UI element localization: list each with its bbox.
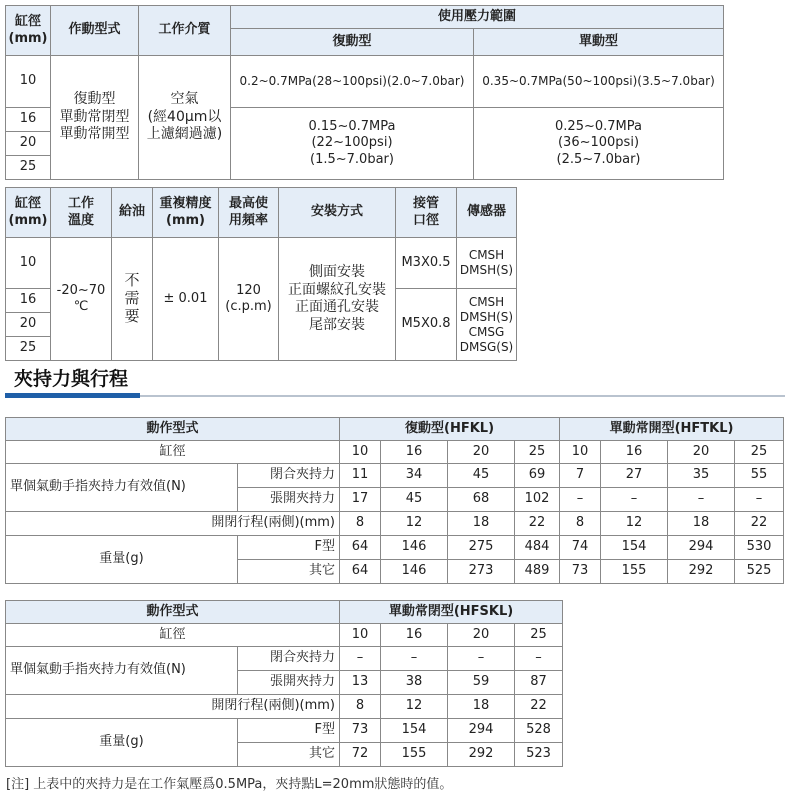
- port-size-header: 接管 口徑: [396, 188, 457, 238]
- value-cell: 8: [560, 512, 601, 536]
- value-cell: 523: [515, 743, 563, 767]
- value-cell: 102: [515, 488, 560, 512]
- force-table-hfskl: [5, 600, 563, 767]
- stroke-label: 開閉行程(兩側)(mm): [6, 695, 340, 719]
- value-cell: –: [340, 647, 381, 671]
- group-header-hfskl: 單動常閉型(HFSKL): [340, 601, 563, 624]
- action-type-header: 作動型式: [51, 6, 139, 56]
- value-cell: 294: [448, 719, 515, 743]
- value-cell: 155: [601, 560, 668, 584]
- value-cell: 64: [340, 560, 381, 584]
- mounting-value: 側面安裝 正面螺紋孔安裝 正面通孔安裝 尾部安裝: [279, 238, 396, 361]
- force-table-hfkl-hftkl: [5, 417, 784, 584]
- bore-cell: 20: [668, 441, 735, 464]
- value-cell: 27: [601, 464, 668, 488]
- bore-cell: 25: [6, 337, 51, 361]
- value-cell: –: [601, 488, 668, 512]
- pressure-10-single: 0.35~0.7MPa(50~100psi)(3.5~7.0bar): [474, 56, 724, 108]
- pressure-range-header: 使用壓力範圍: [231, 6, 724, 29]
- value-cell: –: [560, 488, 601, 512]
- value-cell: –: [735, 488, 784, 512]
- value-cell: 55: [735, 464, 784, 488]
- value-cell: 45: [448, 464, 515, 488]
- section-rule-accent: [5, 393, 140, 398]
- pressure-other-double: 0.15~0.7MPa (22~100psi) (1.5~7.0bar): [231, 108, 474, 180]
- bore-cell: 10: [560, 441, 601, 464]
- spec-table-general: [5, 187, 517, 361]
- value-cell: 35: [668, 464, 735, 488]
- bore-cell: 20: [6, 132, 51, 156]
- other-type-label: 其它: [238, 743, 340, 767]
- bore-cell: 20: [448, 441, 515, 464]
- value-cell: 155: [381, 743, 448, 767]
- bore-cell: 16: [381, 441, 448, 464]
- bore-cell: 10: [6, 238, 51, 289]
- lubrication-header: 給油: [112, 188, 153, 238]
- max-frequency-value: 120 (c.p.m): [219, 238, 279, 361]
- value-cell: 13: [340, 671, 381, 695]
- weight-label: 重量(g): [6, 536, 238, 584]
- pressure-10-double: 0.2~0.7MPa(28~100psi)(2.0~7.0bar): [231, 56, 474, 108]
- bore-row: [6, 624, 563, 647]
- bore-cell: 10: [340, 441, 381, 464]
- group-header-hftkl: 單動常開型(HFTKL): [560, 418, 784, 441]
- max-frequency-header: 最高使 用頻率: [219, 188, 279, 238]
- value-cell: 17: [340, 488, 381, 512]
- value-cell: 45: [381, 488, 448, 512]
- value-cell: 12: [381, 695, 448, 719]
- value-cell: 64: [340, 536, 381, 560]
- section-rule: [140, 395, 785, 397]
- bore-cell: 16: [6, 289, 51, 313]
- value-cell: 18: [668, 512, 735, 536]
- value-cell: 528: [515, 719, 563, 743]
- value-cell: 12: [601, 512, 668, 536]
- stroke-row: [6, 695, 563, 719]
- stroke-row: [6, 512, 784, 536]
- mounting-header: 安裝方式: [279, 188, 396, 238]
- value-cell: 146: [381, 536, 448, 560]
- port-size-other: M5X0.8: [396, 289, 457, 361]
- value-cell: 11: [340, 464, 381, 488]
- value-cell: 8: [340, 512, 381, 536]
- value-cell: 38: [381, 671, 448, 695]
- single-acting-header: 單動型: [474, 29, 724, 56]
- f-type-label: F型: [238, 536, 340, 560]
- f-type-label: F型: [238, 719, 340, 743]
- action-type-header: 動作型式: [6, 418, 340, 441]
- close-force-label: 閉合夾持力: [238, 647, 340, 671]
- sensor-header: 傳感器: [457, 188, 517, 238]
- value-cell: 273: [448, 560, 515, 584]
- lubrication-value: 不需要: [112, 238, 153, 361]
- value-cell: 275: [448, 536, 515, 560]
- value-cell: 34: [381, 464, 448, 488]
- value-cell: 87: [515, 671, 563, 695]
- value-cell: 146: [381, 560, 448, 584]
- value-cell: 489: [515, 560, 560, 584]
- repeatability-header: 重複精度 (mm): [153, 188, 219, 238]
- value-cell: 8: [340, 695, 381, 719]
- value-cell: 68: [448, 488, 515, 512]
- weight-f-row: [6, 536, 784, 560]
- section-title: 夾持力與行程: [14, 368, 129, 390]
- repeatability-value: ± 0.01: [153, 238, 219, 361]
- value-cell: 18: [448, 695, 515, 719]
- bore-header: 缸徑 (mm): [6, 6, 51, 56]
- open-force-label: 張開夾持力: [238, 671, 340, 695]
- bore-cell: 20: [448, 624, 515, 647]
- close-force-row: [6, 464, 784, 488]
- bore-header: 缸徑 (mm): [6, 188, 51, 238]
- bore-cell: 25: [515, 441, 560, 464]
- value-cell: 530: [735, 536, 784, 560]
- bore-cell: 16: [601, 441, 668, 464]
- bore-cell: 25: [735, 441, 784, 464]
- value-cell: –: [448, 647, 515, 671]
- value-cell: 18: [448, 512, 515, 536]
- bore-cell: 20: [6, 313, 51, 337]
- sensor-other: CMSH DMSH(S) CMSG DMSG(S): [457, 289, 517, 361]
- action-type-value: 復動型 單動常閉型 單動常開型: [51, 56, 139, 180]
- double-acting-header: 復動型: [231, 29, 474, 56]
- open-force-label: 張開夾持力: [238, 488, 340, 512]
- value-cell: 12: [381, 512, 448, 536]
- value-cell: 294: [668, 536, 735, 560]
- value-cell: 73: [560, 560, 601, 584]
- bore-label: 缸徑: [6, 624, 340, 647]
- value-cell: –: [515, 647, 563, 671]
- port-size-10: M3X0.5: [396, 238, 457, 289]
- value-cell: 154: [381, 719, 448, 743]
- close-force-row: [6, 647, 563, 671]
- grip-force-label: 單個氣動手指夾持力有效值(N): [6, 464, 238, 512]
- value-cell: 22: [515, 695, 563, 719]
- bore-cell: 10: [6, 56, 51, 108]
- temperature-value: -20~70 ℃: [51, 238, 112, 361]
- value-cell: 525: [735, 560, 784, 584]
- bore-cell: 25: [515, 624, 563, 647]
- value-cell: 292: [448, 743, 515, 767]
- value-cell: 69: [515, 464, 560, 488]
- bore-cell: 16: [6, 108, 51, 132]
- footnote: [注] 上表中的夾持力是在工作氣壓爲0.5MPa，夾持點L=20mm狀態時的值。: [6, 777, 453, 792]
- value-cell: –: [668, 488, 735, 512]
- weight-label: 重量(g): [6, 719, 238, 767]
- bore-row: [6, 441, 784, 464]
- value-cell: 72: [340, 743, 381, 767]
- temperature-header: 工作 溫度: [51, 188, 112, 238]
- sensor-10: CMSH DMSH(S): [457, 238, 517, 289]
- value-cell: 74: [560, 536, 601, 560]
- value-cell: 292: [668, 560, 735, 584]
- bore-label: 缸徑: [6, 441, 340, 464]
- value-cell: 22: [735, 512, 784, 536]
- medium-value: 空氣 (經40μm以 上濾網過濾): [139, 56, 231, 180]
- value-cell: –: [381, 647, 448, 671]
- value-cell: 154: [601, 536, 668, 560]
- bore-cell: 10: [340, 624, 381, 647]
- value-cell: 484: [515, 536, 560, 560]
- value-cell: 59: [448, 671, 515, 695]
- pressure-other-single: 0.25~0.7MPa (36~100psi) (2.5~7.0bar): [474, 108, 724, 180]
- value-cell: 73: [340, 719, 381, 743]
- stroke-label: 開閉行程(兩側)(mm): [6, 512, 340, 536]
- value-cell: 22: [515, 512, 560, 536]
- value-cell: 7: [560, 464, 601, 488]
- bore-cell: 16: [381, 624, 448, 647]
- medium-header: 工作介質: [139, 6, 231, 56]
- action-type-header: 動作型式: [6, 601, 340, 624]
- close-force-label: 閉合夾持力: [238, 464, 340, 488]
- group-header-hfkl: 復動型(HFKL): [340, 418, 560, 441]
- other-type-label: 其它: [238, 560, 340, 584]
- grip-force-label: 單個氣動手指夾持力有效值(N): [6, 647, 238, 695]
- bore-cell: 25: [6, 156, 51, 180]
- spec-table-pressure: [5, 5, 724, 180]
- weight-f-row: [6, 719, 563, 743]
